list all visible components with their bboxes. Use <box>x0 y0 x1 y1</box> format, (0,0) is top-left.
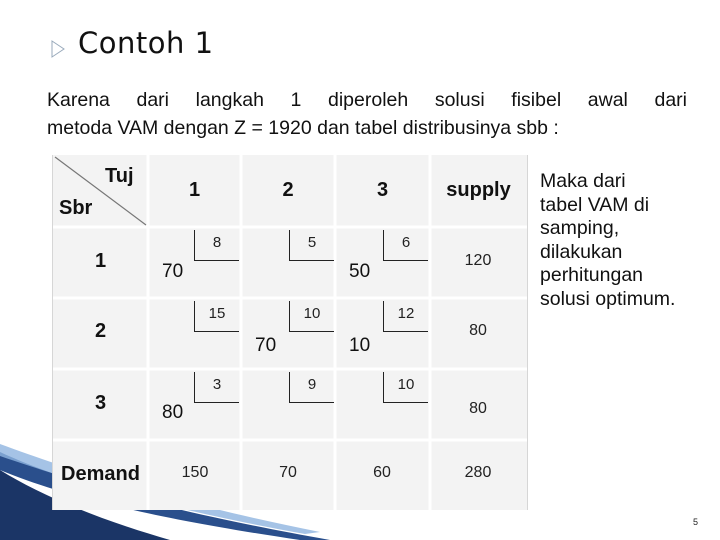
intro-line-1: Karena dari langkah 1 diperoleh solusi fisibel awal dari <box>47 89 687 111</box>
cost-r1-c1: 8 <box>212 234 222 251</box>
cost-r3-c1: 3 <box>212 376 222 393</box>
demand-col-1: 150 <box>181 464 209 481</box>
allocation-r2-c2: 70 <box>255 335 277 356</box>
side-note-line: solusi optimum. <box>540 287 676 310</box>
vam-distribution-table <box>52 155 528 510</box>
cost-r2-c1: 15 <box>208 305 226 322</box>
intro-paragraph <box>47 86 687 142</box>
col-header-1: 1 <box>188 179 201 201</box>
row-header-2: 2 <box>94 320 107 342</box>
col-header-3: 3 <box>376 179 389 201</box>
row-header-demand: Demand <box>61 463 140 485</box>
title-bullet-icon <box>50 39 68 59</box>
side-note-line: samping, <box>540 217 620 239</box>
slide-title: Contoh 1 <box>78 26 214 60</box>
allocation-r2-c3: 10 <box>349 335 371 356</box>
cost-r1-c2: 5 <box>307 234 317 251</box>
cost-r1-c3: 6 <box>401 234 411 251</box>
demand-col-3: 60 <box>373 464 391 481</box>
allocation-r1-c1: 70 <box>162 261 184 282</box>
cost-r2-c2: 10 <box>303 305 321 322</box>
side-note-line: perhitungan <box>540 264 644 286</box>
side-note <box>540 170 715 311</box>
row-header-3: 3 <box>94 392 107 414</box>
row-header-1: 1 <box>94 250 107 272</box>
supply-row-2: 80 <box>469 322 487 339</box>
page-number: 5 <box>693 517 699 527</box>
corner-label-sbr: Sbr <box>59 197 93 219</box>
col-header-2: 2 <box>282 179 294 201</box>
supply-row-1: 120 <box>464 252 492 269</box>
supply-row-3: 80 <box>469 400 487 417</box>
corner-label-tuj: Tuj <box>105 165 134 187</box>
allocation-r3-c1: 80 <box>162 402 184 423</box>
demand-col-2: 70 <box>279 464 297 481</box>
side-note-line: dilakukan <box>540 240 623 263</box>
intro-line-2: metoda VAM dengan Z = 1920 dan tabel distribusinya sbb : <box>47 117 559 139</box>
side-note-line: Maka dari <box>540 170 626 192</box>
cost-r3-c3: 10 <box>397 376 415 393</box>
cost-r3-c2: 9 <box>307 376 317 393</box>
cost-r2-c3: 12 <box>397 305 415 322</box>
allocation-r1-c3: 50 <box>349 261 371 282</box>
demand-total: 280 <box>464 464 492 481</box>
col-header-supply: supply <box>446 179 511 201</box>
side-note-line: tabel VAM di <box>540 193 650 216</box>
